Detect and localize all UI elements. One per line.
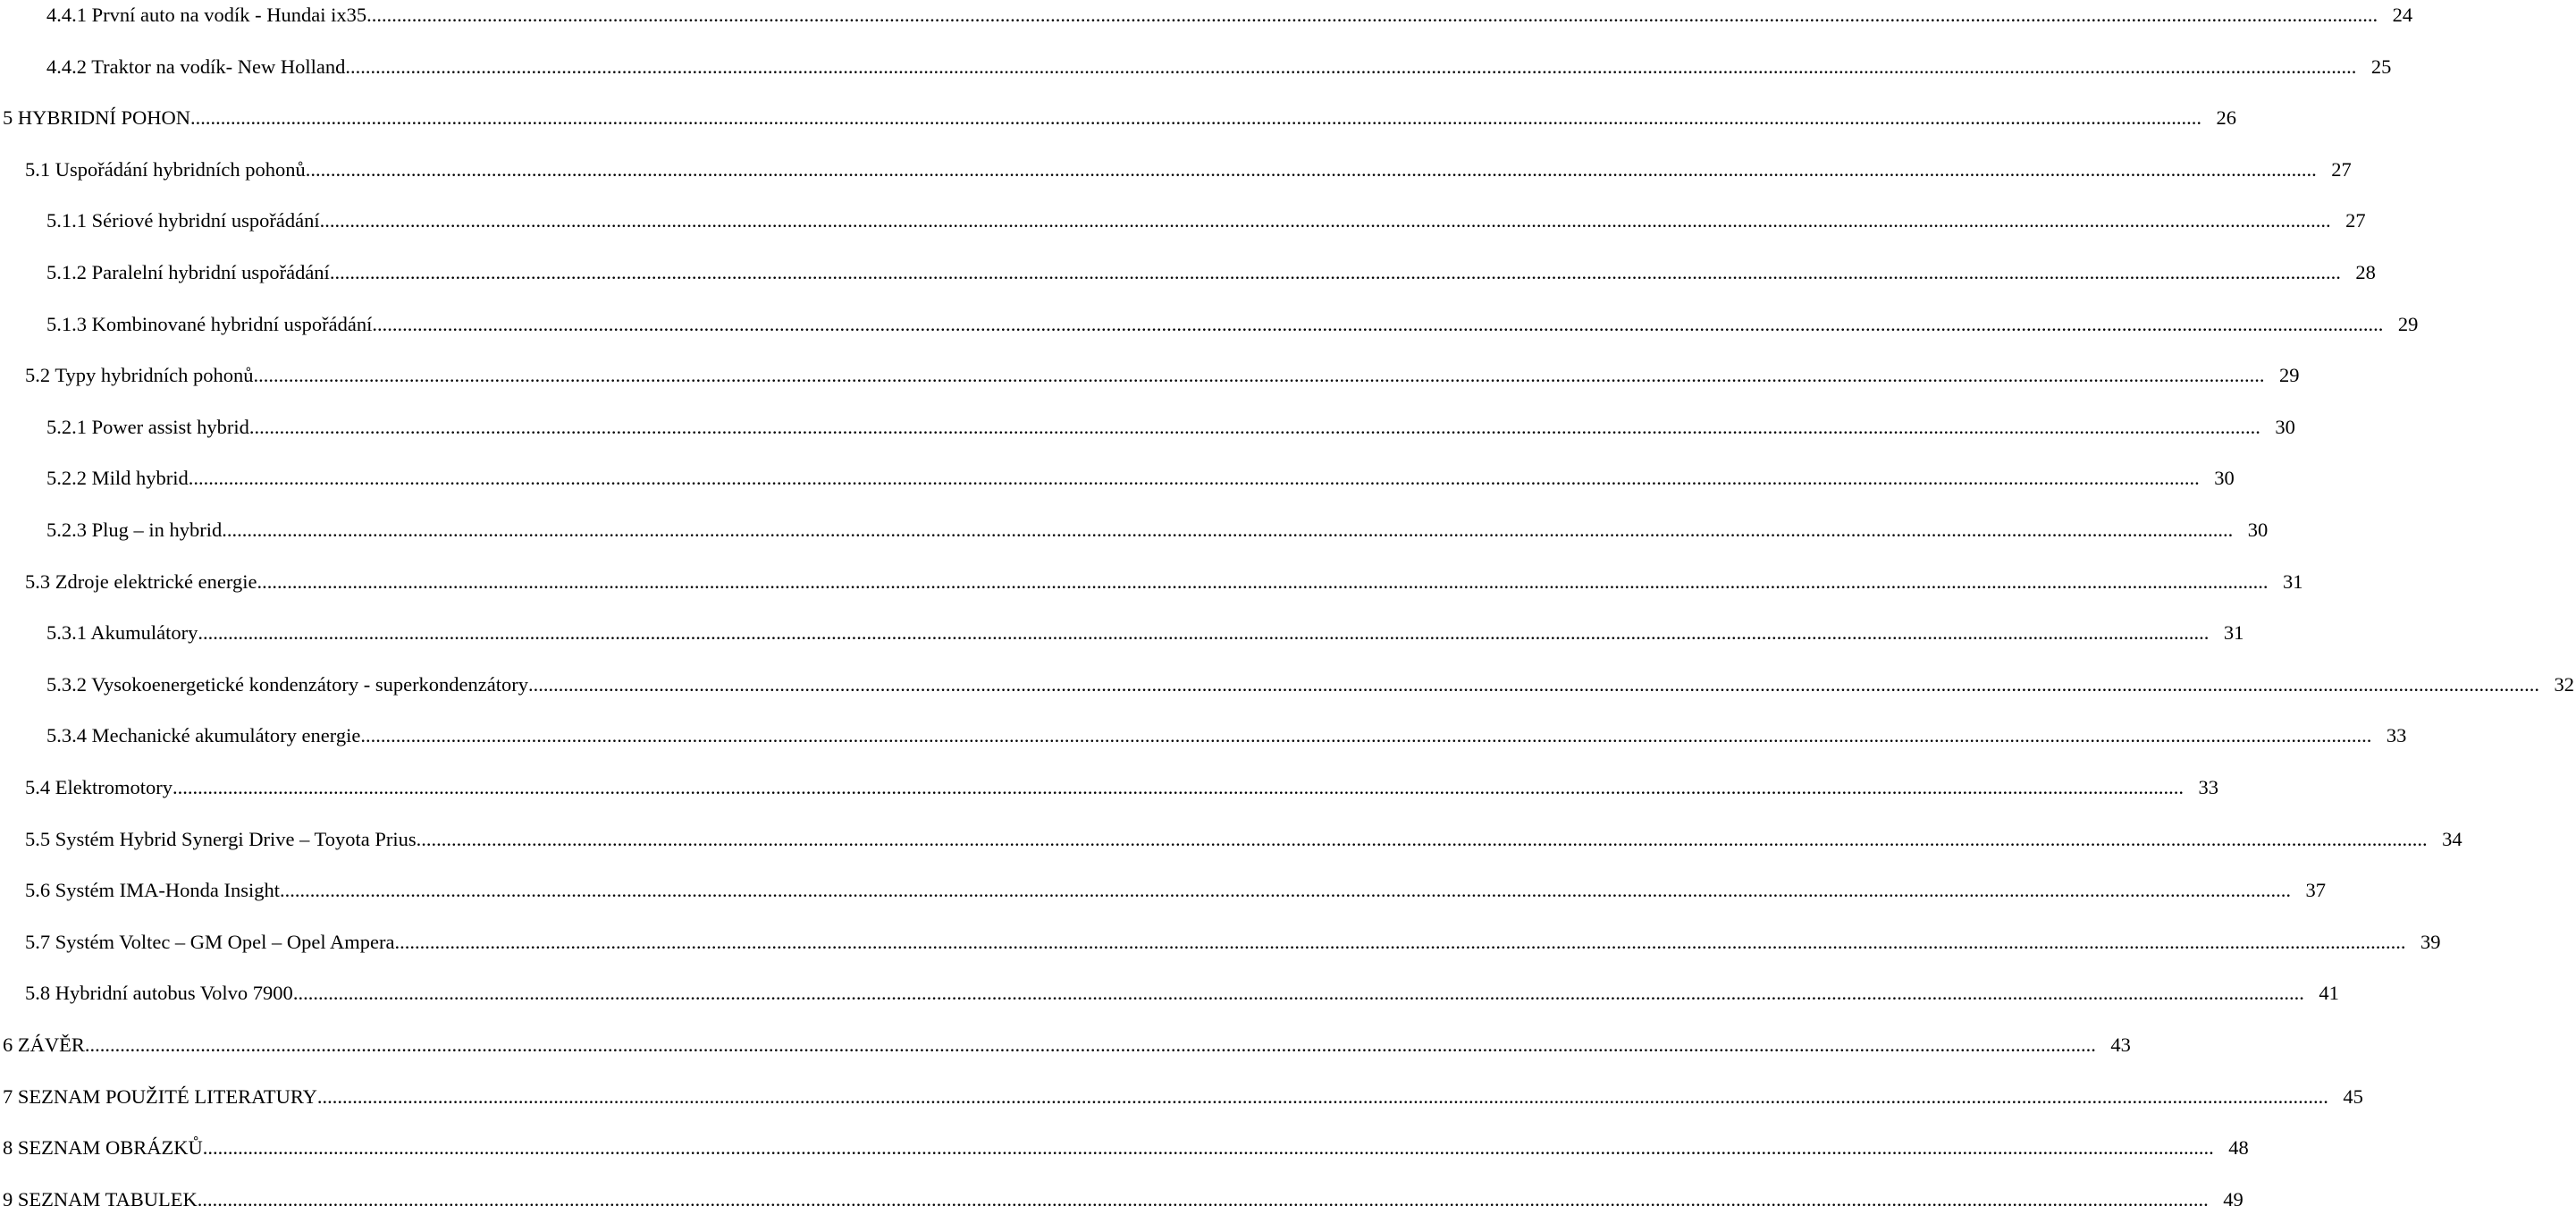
toc-page-number: 31 [2282,570,2303,593]
toc-dot-leader: ................................................................................................................................................................................................................................................................................................................................................................................................................ [416,827,2428,850]
toc-entry-title: 5.3.2 Vysokoenergetické kondenzátory - superkondenzátory [46,672,529,696]
toc-entry-title: 5.3.1 Akumulátory [46,621,198,645]
toc-entry-title: 5.2 Typy hybridních pohonů [25,364,254,387]
toc-entry[interactable] [0,567,2303,597]
toc-page-number: 30 [2247,519,2269,541]
toc-page-number: 49 [2223,1187,2243,1211]
toc-page-number: 45 [2343,1084,2363,1108]
toc-entry-title: 5.2.2 Mild hybrid [46,467,189,490]
toc-dot-leader: ................................................................................................................................................................................................................................................................................................................................................................................................................ [528,672,2540,696]
toc-entry-title: 5.8 Hybridní autobus Volvo 7900 [25,982,293,1005]
toc-entry-title: 5.1 Uspořádání hybridních pohonů [25,157,306,181]
toc-page-number: 24 [2392,4,2413,26]
toc-entry[interactable] [0,52,2392,82]
toc-dot-leader: ................................................................................................................................................................................................................................................................................................................................................................................................................ [345,55,2357,78]
toc-entry[interactable] [0,1030,2131,1060]
toc-entry[interactable] [0,721,2407,751]
toc-dot-leader: ................................................................................................................................................................................................................................................................................................................................................................................................................ [280,879,2291,902]
toc-dot-leader: ................................................................................................................................................................................................................................................................................................................................................................................................................ [222,519,2234,541]
toc-dot-leader: ................................................................................................................................................................................................................................................................................................................................................................................................................ [190,106,2202,130]
toc-entry-title: 8 SEZNAM OBRÁZKŮ [3,1136,203,1160]
toc-page-number: 28 [2355,261,2376,283]
toc-page-number: 25 [2370,55,2392,78]
toc-entry[interactable] [0,463,2235,494]
toc-entry[interactable] [0,772,2218,803]
toc-entry[interactable] [0,257,2376,288]
toc-dot-leader: ................................................................................................................................................................................................................................................................................................................................................................................................................ [292,982,2304,1005]
toc-entry-title: 5 HYBRIDNÍ POHON [3,106,191,130]
toc-entry[interactable] [0,1185,2243,1215]
toc-dot-leader: ................................................................................................................................................................................................................................................................................................................................................................................................................ [366,4,2378,26]
toc-entry[interactable] [0,155,2352,185]
toc-entry[interactable] [0,206,2366,236]
toc-entry-title: 5.2.1 Power assist hybrid [46,415,249,438]
toc-page-number: 29 [2279,364,2300,387]
toc-dot-leader: ................................................................................................................................................................................................................................................................................................................................................................................................................ [172,776,2184,798]
toc-page-number: 33 [2386,724,2407,747]
toc-entry-title: 5.1.3 Kombinované hybridní uspořádání [46,312,373,335]
toc-dot-leader: ................................................................................................................................................................................................................................................................................................................................................................................................................ [394,930,2406,953]
toc-entry[interactable] [0,670,2575,700]
toc-page-number: 27 [2345,209,2366,232]
toc-dot-leader: ................................................................................................................................................................................................................................................................................................................................................................................................................ [305,157,2317,181]
toc-entry-title: 5.4 Elektromotory [25,776,173,798]
toc-page-number: 39 [2420,930,2441,953]
toc-dot-leader: ................................................................................................................................................................................................................................................................................................................................................................................................................ [372,312,2384,335]
toc-dot-leader: ................................................................................................................................................................................................................................................................................................................................................................................................................ [257,570,2269,593]
toc-page-number: 30 [2214,467,2235,490]
toc-page-number: 29 [2397,312,2419,335]
toc-entry-title: 5.2.3 Plug – in hybrid [46,519,223,541]
toc-entry-title: 4.4.2 Traktor na vodík- New Holland [46,55,346,78]
toc-dot-leader: ................................................................................................................................................................................................................................................................................................................................................................................................................ [316,1084,2328,1108]
toc-entry[interactable] [0,0,2413,30]
toc-dot-leader: ................................................................................................................................................................................................................................................................................................................................................................................................................ [253,364,2265,387]
toc-entry-title: 9 SEZNAM TABULEK [3,1187,198,1211]
toc-page-number: 30 [2275,415,2295,438]
toc-dot-leader: ................................................................................................................................................................................................................................................................................................................................................................................................................ [329,261,2341,283]
toc-entry-title: 5.5 Systém Hybrid Synergi Drive – Toyota Prius [25,827,417,850]
toc-page-number: 26 [2216,106,2237,130]
toc-dot-leader: ................................................................................................................................................................................................................................................................................................................................................................................................................ [197,1187,2209,1211]
toc-entry[interactable] [0,824,2462,855]
toc-entry-title: 5.1.2 Paralelní hybridní uspořádání [46,261,330,283]
toc-page-number: 37 [2305,879,2326,902]
toc-page-number: 43 [2110,1034,2131,1056]
toc-dot-leader: ................................................................................................................................................................................................................................................................................................................................................................................................................ [84,1034,2096,1056]
toc-page-number: 33 [2198,776,2218,798]
toc-entry[interactable] [0,1082,2363,1112]
toc-entry-title: 7 SEZNAM POUŽITÉ LITERATURY [3,1084,317,1108]
toc-entry-title: 5.7 Systém Voltec – GM Opel – Opel Ampera [25,930,395,953]
toc-entry[interactable] [0,515,2269,545]
toc-dot-leader: ................................................................................................................................................................................................................................................................................................................................................................................................................ [360,724,2372,747]
toc-dot-leader: ................................................................................................................................................................................................................................................................................................................................................................................................................ [198,621,2210,645]
toc-entry[interactable] [0,309,2419,340]
toc-dot-leader: ................................................................................................................................................................................................................................................................................................................................................................................................................ [248,415,2260,438]
toc-entry[interactable] [0,978,2339,1008]
toc-page-number: 41 [2319,982,2339,1005]
toc-entry-title: 5.3 Zdroje elektrické energie [25,570,257,593]
toc-entry[interactable] [0,1133,2249,1163]
toc-entry-title: 5.1.1 Sériové hybridní uspořádání [46,209,320,232]
toc-entry-title: 4.4.1 První auto na vodík - Hundai ix35 [46,4,367,26]
toc-page-number: 34 [2442,827,2462,850]
toc-entry[interactable] [0,103,2237,133]
toc-dot-leader: ................................................................................................................................................................................................................................................................................................................................................................................................................ [188,467,2200,490]
toc-page-number: 27 [2331,157,2352,181]
toc-entry[interactable] [0,360,2300,391]
toc-page-number: 31 [2223,621,2244,645]
toc-page-number: 32 [2554,672,2575,696]
toc-entry[interactable] [0,412,2295,443]
toc-entry-title: 6 ZÁVĚR [3,1034,85,1056]
toc-entry-title: 5.3.4 Mechanické akumulátory energie [46,724,361,747]
toc-entry[interactable] [0,927,2441,958]
toc-entry-title: 5.6 Systém IMA-Honda Insight [25,879,280,902]
toc-dot-leader: ................................................................................................................................................................................................................................................................................................................................................................................................................ [202,1136,2214,1160]
toc-dot-leader: ................................................................................................................................................................................................................................................................................................................................................................................................................ [319,209,2331,232]
toc-entry[interactable] [0,618,2244,648]
toc-entry[interactable] [0,875,2326,906]
toc-page-number: 48 [2228,1136,2249,1160]
